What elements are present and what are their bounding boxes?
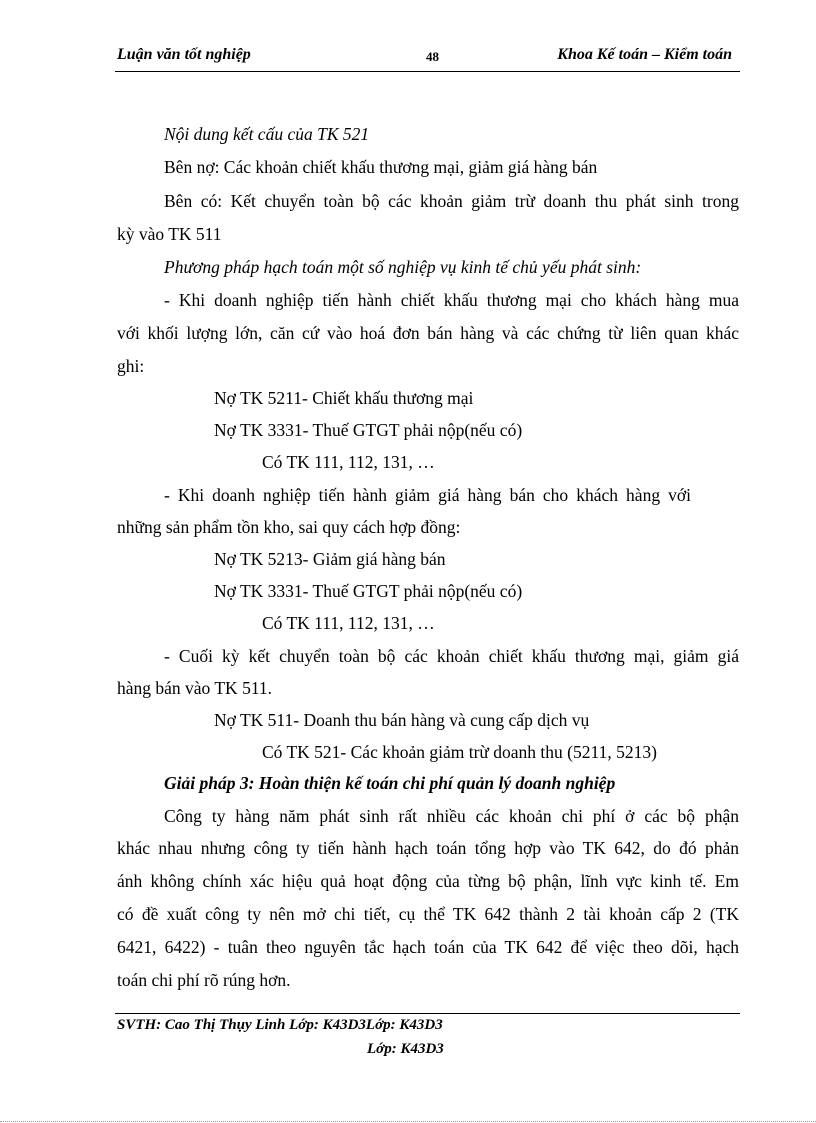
paragraph-line: với khối lượng lớn, căn cứ vào hoá đơn bán hàng và các chứng từ liên quan khác	[117, 323, 739, 343]
journal-entry-line: Nợ TK 511- Doanh thu bán hàng và cung cấp dịch vụ	[214, 710, 590, 730]
journal-entry-line: Nợ TK 3331- Thuế GTGT phải nộp(nếu có)	[214, 420, 523, 440]
journal-entry-line: Nợ TK 5211- Chiết khấu thương mại	[214, 388, 474, 408]
footer-student-line: SVTH: Cao Thị Thụy Linh Lớp: K43D3Lớp: K43D3	[117, 1017, 443, 1033]
paragraph-line: ghi:	[117, 356, 145, 376]
section-heading-structure: Nội dung kết cấu của TK 521	[164, 124, 370, 144]
paragraph-line: những sản phẩm tồn kho, sai quy cách hợp đồng:	[117, 517, 461, 537]
header-right-title: Khoa Kế toán – Kiểm toán	[557, 46, 732, 63]
debit-side-line: Bên nợ: Các khoản chiết khấu thương mại, giảm giá hàng bán	[164, 157, 598, 177]
journal-entry-line: Nợ TK 5213- Giảm giá hàng bán	[214, 549, 446, 569]
page-bottom-dotted-line	[0, 1121, 816, 1122]
paragraph-line: - Cuối kỳ kết chuyển toàn bộ các khoản chiết khấu thương mại, giảm giá	[164, 646, 739, 666]
paragraph-line: - Khi doanh nghiệp tiến hành chiết khấu thương mại cho khách hàng mua	[164, 290, 739, 310]
paragraph-line: - Khi doanh nghiệp tiến hành giảm giá hàng bán cho khách hàng với	[164, 485, 691, 505]
paragraph-line: có đề xuất công ty nên mở chi tiết, cụ thể TK 642 thành 2 tài khoản cấp 2 (TK	[117, 904, 739, 924]
footer-class-line: Lớp: K43D3	[367, 1041, 444, 1057]
journal-entry-line: Có TK 521- Các khoản giảm trừ doanh thu (5211, 5213)	[262, 742, 657, 762]
credit-side-cont: kỳ vào TK 511	[117, 224, 222, 244]
paragraph-line: ánh không chính xác hiệu quả hoạt động của từng bộ phận, lĩnh vực kinh tế. Em	[117, 871, 739, 891]
paragraph-line: 6421, 6422) - tuân theo nguyên tắc hạch toán của TK 642 để việc theo dõi, hạch	[117, 937, 739, 957]
solution-heading: Giải pháp 3: Hoàn thiện kế toán chi phí quản lý doanh nghiệp	[164, 773, 616, 793]
journal-entry-line: Nợ TK 3331- Thuế GTGT phải nộp(nếu có)	[214, 581, 523, 601]
paragraph-line: hàng bán vào TK 511.	[117, 678, 273, 698]
paragraph-line: toán chi phí rõ rúng hơn.	[117, 970, 291, 990]
paragraph-line: khác nhau nhưng công ty tiến hành hạch toán tổng hợp vào TK 642, do đó phản	[117, 838, 739, 858]
footer-rule	[115, 1013, 740, 1014]
credit-side-line: Bên có: Kết chuyển toàn bộ các khoản giảm trừ doanh thu phát sinh trong	[164, 191, 739, 211]
header-left-title: Luận văn tốt nghiệp	[117, 46, 251, 63]
journal-entry-line: Có TK 111, 112, 131, …	[262, 613, 435, 633]
page-number: 48	[426, 49, 439, 64]
journal-entry-line: Có TK 111, 112, 131, …	[262, 452, 435, 472]
method-heading: Phương pháp hạch toán một số nghiệp vụ kinh tế chủ yếu phát sinh:	[164, 257, 642, 277]
paragraph-line: Công ty hàng năm phát sinh rất nhiều các khoản chi phí ở các bộ phận	[164, 806, 739, 826]
header-rule	[115, 71, 740, 72]
